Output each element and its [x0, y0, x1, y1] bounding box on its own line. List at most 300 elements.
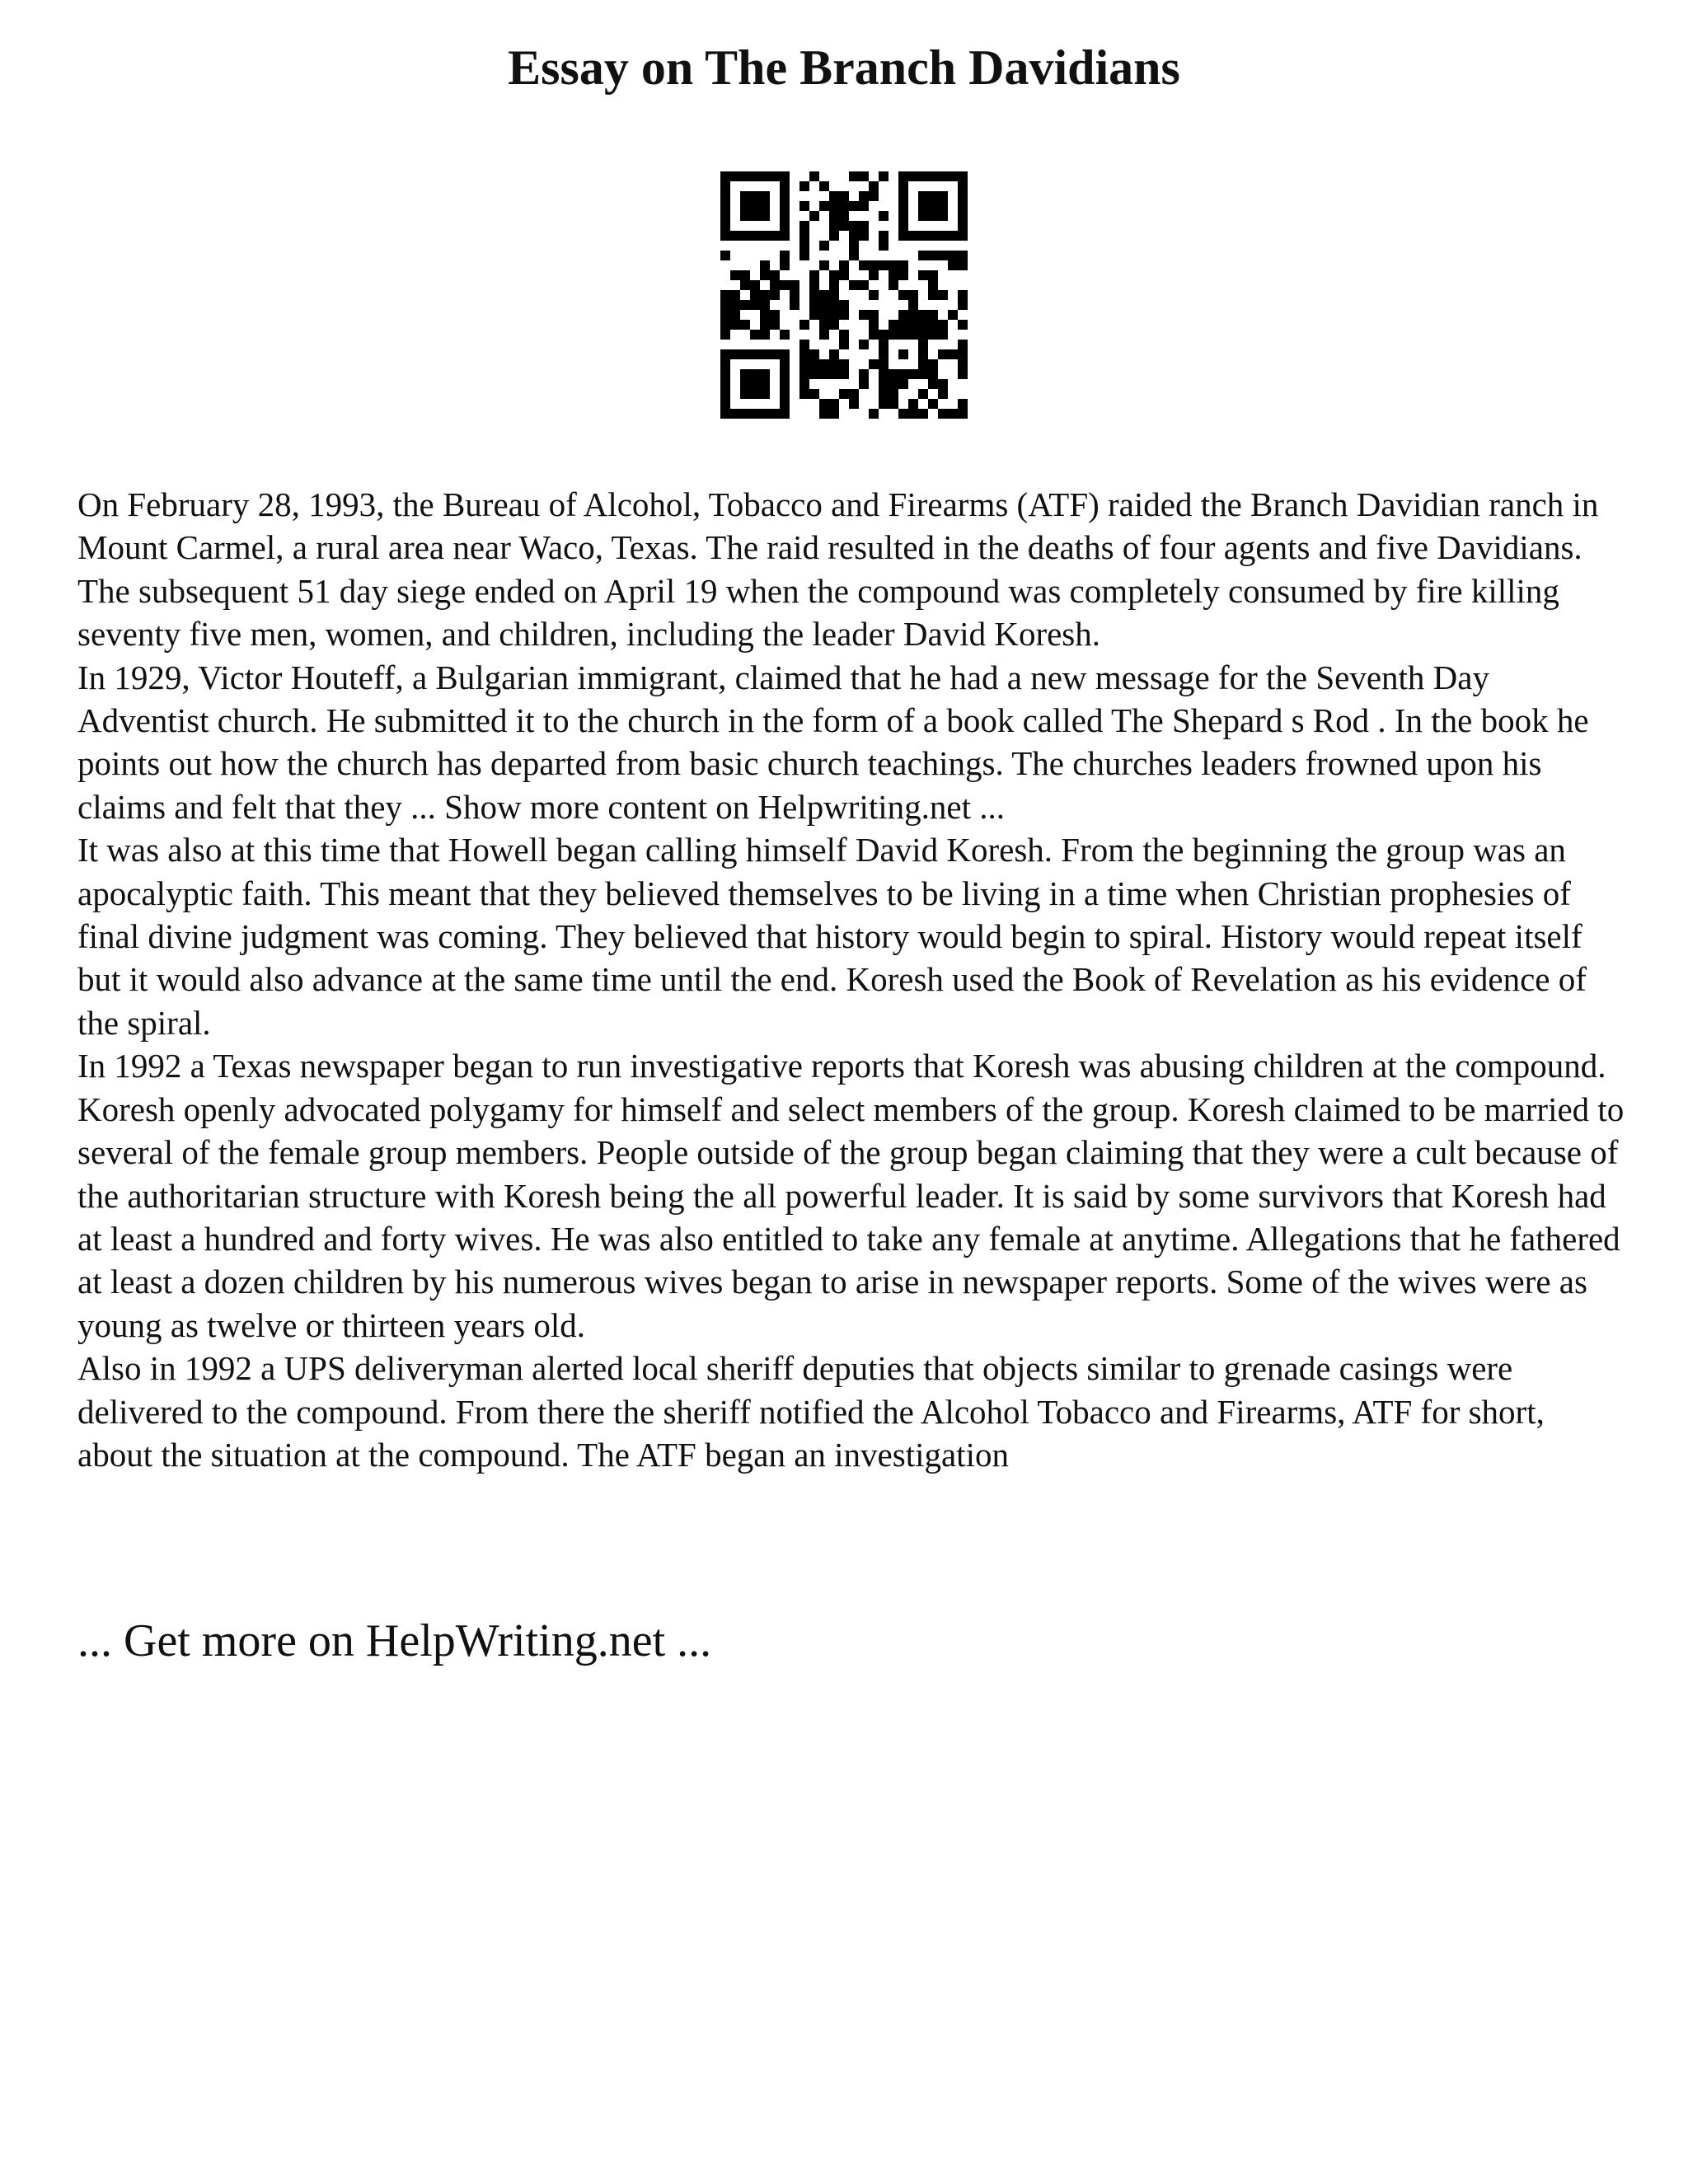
qr-module — [829, 290, 839, 300]
qr-module — [720, 379, 730, 389]
qr-module — [740, 389, 750, 399]
qr-module — [918, 340, 928, 349]
qr-module — [740, 349, 750, 359]
qr-module — [730, 320, 740, 330]
qr-module — [879, 340, 889, 349]
qr-module — [829, 300, 839, 310]
essay-body — [77, 483, 1627, 1476]
qr-module — [889, 280, 898, 290]
qr-module — [928, 251, 938, 260]
qr-module — [790, 300, 799, 310]
qr-module — [898, 270, 908, 280]
qr-module — [730, 270, 740, 280]
paragraph: It was also at this time that Howell began calling himself David Koresh. From the beginning the group was an apocalyptic faith. This meant that they believed themselves to be living in a time when Christian prophesies of final divine judgment was coming. They believed that history would begin to spiral. History would repeat itself but it would also advance at the same time until the end. Koresh used the Book of Revelation as his evidence of the spiral. — [77, 831, 1587, 1042]
qr-module — [720, 300, 730, 310]
qr-module — [829, 320, 839, 330]
qr-module — [809, 349, 819, 359]
qr-module — [720, 320, 730, 330]
qr-module — [859, 171, 869, 181]
qr-module — [760, 320, 770, 330]
qr-module — [720, 251, 730, 260]
qr-module — [760, 310, 770, 320]
qr-module — [898, 310, 908, 320]
qr-module — [879, 171, 889, 181]
qr-module — [819, 359, 829, 369]
qr-module — [770, 171, 780, 181]
qr-module — [928, 379, 938, 389]
qr-module — [869, 409, 879, 419]
qr-module — [908, 290, 918, 300]
qr-module — [859, 340, 869, 349]
qr-module — [740, 211, 750, 221]
qr-module — [819, 290, 829, 300]
qr-module — [898, 221, 908, 231]
qr-module — [938, 171, 948, 181]
qr-module — [908, 171, 918, 181]
qr-module — [760, 191, 770, 201]
qr-module — [780, 379, 790, 389]
qr-module — [958, 211, 968, 221]
qr-module — [879, 241, 889, 251]
qr-module — [750, 280, 760, 290]
qr-module — [819, 399, 829, 409]
qr-module — [770, 270, 780, 280]
qr-module — [730, 231, 740, 241]
qr-module — [869, 191, 879, 201]
qr-module — [958, 349, 968, 359]
qr-module — [869, 330, 879, 340]
qr-module — [829, 201, 839, 211]
qr-module — [750, 171, 760, 181]
qr-module — [918, 330, 928, 340]
qr-module — [740, 231, 750, 241]
qr-module — [799, 320, 809, 330]
qr-module — [780, 389, 790, 399]
qr-module — [889, 260, 898, 270]
qr-module — [839, 340, 849, 349]
qr-module — [809, 270, 819, 280]
qr-module — [829, 409, 839, 419]
qr-module — [720, 290, 730, 300]
qr-module — [938, 201, 948, 211]
qr-module — [780, 280, 790, 290]
qr-module — [938, 320, 948, 330]
qr-module — [760, 369, 770, 379]
qr-module — [809, 300, 819, 310]
qr-module — [898, 231, 908, 241]
qr-module — [720, 409, 730, 419]
qr-module — [760, 231, 770, 241]
qr-module — [780, 409, 790, 419]
qr-module — [869, 359, 879, 369]
qr-module — [948, 349, 958, 359]
qr-module — [770, 231, 780, 241]
qr-module — [730, 290, 740, 300]
qr-module — [938, 211, 948, 221]
qr-module — [839, 389, 849, 399]
qr-module — [720, 191, 730, 201]
qr-module — [928, 231, 938, 241]
qr-module — [829, 231, 839, 241]
get-more-link[interactable]: ... Get more on HelpWriting.net ... — [77, 1615, 712, 1666]
qr-module — [958, 290, 968, 300]
qr-module — [898, 320, 908, 330]
qr-module — [958, 181, 968, 191]
qr-module — [889, 379, 898, 389]
qr-module — [829, 270, 839, 280]
qr-module — [869, 260, 879, 270]
qr-module — [898, 379, 908, 389]
qr-module — [819, 300, 829, 310]
qr-module — [799, 369, 809, 379]
qr-module — [898, 181, 908, 191]
qr-module — [898, 330, 908, 340]
qr-module — [839, 310, 849, 320]
qr-module — [720, 359, 730, 369]
qr-module — [849, 280, 859, 290]
qr-module — [760, 379, 770, 389]
qr-module — [948, 251, 958, 260]
qr-module — [928, 290, 938, 300]
qr-module — [889, 270, 898, 280]
qr-module — [750, 369, 760, 379]
qr-module — [780, 260, 790, 270]
qr-module — [928, 359, 938, 369]
qr-module — [760, 389, 770, 399]
qr-module — [829, 221, 839, 231]
qr-module — [958, 201, 968, 211]
qr-module — [918, 171, 928, 181]
qr-module — [938, 251, 948, 260]
qr-module — [799, 359, 809, 369]
qr-module — [948, 231, 958, 241]
qr-module — [819, 310, 829, 320]
qr-module — [770, 310, 780, 320]
qr-module — [780, 330, 790, 340]
qr-module — [918, 211, 928, 221]
qr-module — [819, 260, 829, 270]
qr-module — [928, 191, 938, 201]
qr-module — [898, 191, 908, 201]
qr-module — [740, 191, 750, 201]
qr-module — [849, 241, 859, 251]
qr-module — [958, 359, 968, 369]
qr-module — [770, 409, 780, 419]
qr-module — [869, 290, 879, 300]
qr-module — [740, 379, 750, 389]
qr-module — [908, 369, 918, 379]
qr-module — [740, 171, 750, 181]
qr-module — [889, 389, 898, 399]
qr-module — [780, 171, 790, 181]
qr-module — [859, 260, 869, 270]
qr-module — [948, 171, 958, 181]
qr-module — [829, 349, 839, 359]
qr-module — [750, 231, 760, 241]
qr-module — [859, 310, 869, 320]
qr-module — [720, 231, 730, 241]
qr-module — [908, 320, 918, 330]
qr-module — [958, 340, 968, 349]
qr-module — [958, 399, 968, 409]
qr-module — [760, 201, 770, 211]
qr-module — [809, 290, 819, 300]
qr-module — [839, 300, 849, 310]
qr-module — [928, 211, 938, 221]
qr-module — [720, 349, 730, 359]
qr-module — [809, 310, 819, 320]
qr-module — [898, 409, 908, 419]
qr-module — [819, 409, 829, 419]
qr-module — [740, 409, 750, 419]
qr-module — [938, 379, 948, 389]
qr-module — [938, 389, 948, 399]
qr-module — [958, 300, 968, 310]
qr-module — [780, 359, 790, 369]
qr-module — [750, 409, 760, 419]
qr-module — [829, 310, 839, 320]
qr-module — [898, 290, 908, 300]
qr-module — [760, 260, 770, 270]
qr-module — [829, 399, 839, 409]
qr-module — [918, 191, 928, 201]
qr-module — [958, 191, 968, 201]
qr-module — [879, 330, 889, 340]
qr-module — [720, 181, 730, 191]
qr-module — [849, 399, 859, 409]
qr-module — [879, 379, 889, 389]
qr-module — [750, 290, 760, 300]
qr-module — [958, 251, 968, 260]
qr-module — [799, 389, 809, 399]
qr-module — [780, 399, 790, 409]
qr-module — [898, 171, 908, 181]
qr-module — [869, 270, 879, 280]
qr-module — [809, 211, 819, 221]
qr-module — [849, 389, 859, 399]
qr-module — [918, 201, 928, 211]
qr-module — [780, 211, 790, 221]
qr-module — [780, 191, 790, 201]
qr-module — [869, 310, 879, 320]
qr-module — [859, 191, 869, 201]
qr-module — [918, 270, 928, 280]
qr-module — [849, 221, 859, 231]
qr-module — [948, 310, 958, 320]
qr-module — [928, 330, 938, 340]
qr-module — [790, 280, 799, 290]
qr-module — [918, 369, 928, 379]
qr-module — [928, 270, 938, 280]
qr-module — [740, 201, 750, 211]
qr-module — [898, 211, 908, 221]
qr-module — [859, 221, 869, 231]
qr-module — [760, 300, 770, 310]
qr-module — [730, 310, 740, 320]
qr-module — [938, 231, 948, 241]
qr-module — [750, 349, 760, 359]
qr-module — [819, 201, 829, 211]
qr-module — [760, 270, 770, 280]
qr-module — [879, 231, 889, 241]
qr-module — [879, 399, 889, 409]
qr-module — [750, 389, 760, 399]
qr-module — [770, 320, 780, 330]
qr-module — [849, 171, 859, 181]
qr-module — [720, 310, 730, 320]
qr-module — [889, 369, 898, 379]
qr-module — [869, 181, 879, 191]
qr-module — [958, 260, 968, 270]
qr-module — [720, 171, 730, 181]
qr-module — [889, 330, 898, 340]
qr-module — [720, 399, 730, 409]
qr-module — [780, 201, 790, 211]
qr-module — [879, 211, 889, 221]
qr-module — [760, 349, 770, 359]
qr-module — [948, 409, 958, 419]
qr-module — [938, 191, 948, 201]
qr-module — [839, 260, 849, 270]
qr-module — [908, 399, 918, 409]
qr-module — [720, 211, 730, 221]
qr-module — [928, 310, 938, 320]
qr-module — [908, 300, 918, 310]
qr-module — [859, 231, 869, 241]
qr-module — [809, 280, 819, 290]
qr-module — [790, 290, 799, 300]
qr-module — [849, 201, 859, 211]
qr-module — [958, 221, 968, 231]
qr-module — [908, 409, 918, 419]
paragraph: Also in 1992 a UPS deliveryman alerted local sheriff deputies that objects similar to grenade casings were delivered to the compound. From there the sheriff notified the Alcohol Tobacco and Firearms, ATF for short, about the situation at the compound. The ATF began an investigation — [77, 1349, 1545, 1474]
qr-module — [958, 409, 968, 419]
qr-module — [799, 201, 809, 211]
qr-module — [898, 201, 908, 211]
qr-code-icon — [720, 171, 968, 419]
qr-module — [829, 280, 839, 290]
qr-module — [720, 330, 730, 340]
qr-module — [829, 359, 839, 369]
qr-module — [938, 290, 948, 300]
qr-module — [720, 389, 730, 399]
qr-module — [799, 379, 809, 389]
qr-module — [859, 379, 869, 389]
qr-module — [879, 349, 889, 359]
qr-module — [730, 171, 740, 181]
qr-module — [928, 171, 938, 181]
qr-module — [819, 181, 829, 191]
qr-module — [730, 300, 740, 310]
qr-module — [809, 389, 819, 399]
qr-module — [809, 171, 819, 181]
qr-module — [958, 231, 968, 241]
qr-module — [740, 300, 750, 310]
qr-module — [859, 201, 869, 211]
qr-module — [839, 221, 849, 231]
qr-module — [740, 320, 750, 330]
qr-module — [839, 201, 849, 211]
qr-module — [799, 231, 809, 241]
qr-module — [918, 389, 928, 399]
qr-module — [918, 359, 928, 369]
qr-module — [730, 409, 740, 419]
qr-module — [839, 191, 849, 201]
qr-module — [720, 201, 730, 211]
qr-module — [958, 369, 968, 379]
qr-module — [928, 201, 938, 211]
qr-module — [809, 369, 819, 379]
qr-module — [770, 349, 780, 359]
qr-module — [859, 280, 869, 290]
qr-module — [760, 211, 770, 221]
qr-module — [819, 241, 829, 251]
qr-module — [829, 191, 839, 201]
qr-module — [859, 369, 869, 379]
qr-module — [770, 290, 780, 300]
qr-module — [750, 191, 760, 201]
qr-module — [760, 330, 770, 340]
qr-module — [799, 349, 809, 359]
qr-module — [760, 171, 770, 181]
qr-module — [958, 171, 968, 181]
qr-module — [839, 330, 849, 340]
qr-module — [799, 251, 809, 260]
qr-module — [898, 260, 908, 270]
qr-module — [750, 211, 760, 221]
qr-module — [918, 251, 928, 260]
qr-module — [720, 221, 730, 231]
qr-module — [720, 369, 730, 379]
qr-module — [819, 369, 829, 379]
qr-module — [918, 349, 928, 359]
paragraph: In 1929, Victor Houteff, a Bulgarian immigrant, claimed that he had a new message for the Seventh Day Adventist church. He submitted it to the church in the form of a book called The Shepard s Rod . In the book he points out how the church has departed from basic church teachings. The churches leaders frowned upon his claims and felt that they ... Show more content on Helpwriting.net ... — [77, 658, 1589, 826]
qr-module — [879, 389, 889, 399]
qr-module — [918, 409, 928, 419]
qr-module — [938, 330, 948, 340]
qr-module — [908, 231, 918, 241]
qr-module — [750, 201, 760, 211]
qr-module — [780, 349, 790, 359]
qr-module — [849, 231, 859, 241]
qr-module — [829, 211, 839, 221]
qr-module — [928, 320, 938, 330]
qr-module — [898, 369, 908, 379]
qr-module — [780, 251, 790, 260]
qr-module — [740, 270, 750, 280]
qr-module — [879, 369, 889, 379]
qr-module — [839, 270, 849, 280]
qr-module — [799, 181, 809, 191]
qr-module — [760, 290, 770, 300]
qr-module — [948, 260, 958, 270]
qr-module — [958, 320, 968, 330]
qr-module — [928, 399, 938, 409]
qr-module — [750, 300, 760, 310]
paragraph: On February 28, 1993, the Bureau of Alcohol, Tobacco and Firearms (ATF) raided the Branch Davidian ranch in Mount Carmel, a rural area near Waco, Texas. The raid resulted in the deaths of four agents and five Davidians. The subsequent 51 day siege ended on April 19 when the compound was completely consumed by fire killing seventy five men, women, and children, including the leader David Koresh. — [77, 485, 1599, 654]
qr-module — [869, 320, 879, 330]
qr-module — [750, 379, 760, 389]
qr-module — [780, 221, 790, 231]
qr-module — [809, 359, 819, 369]
qr-module — [799, 340, 809, 349]
qr-module — [839, 211, 849, 221]
qr-module — [780, 231, 790, 241]
qr-module — [819, 330, 829, 340]
qr-module — [908, 310, 918, 320]
qr-module — [928, 280, 938, 290]
qr-module — [918, 231, 928, 241]
